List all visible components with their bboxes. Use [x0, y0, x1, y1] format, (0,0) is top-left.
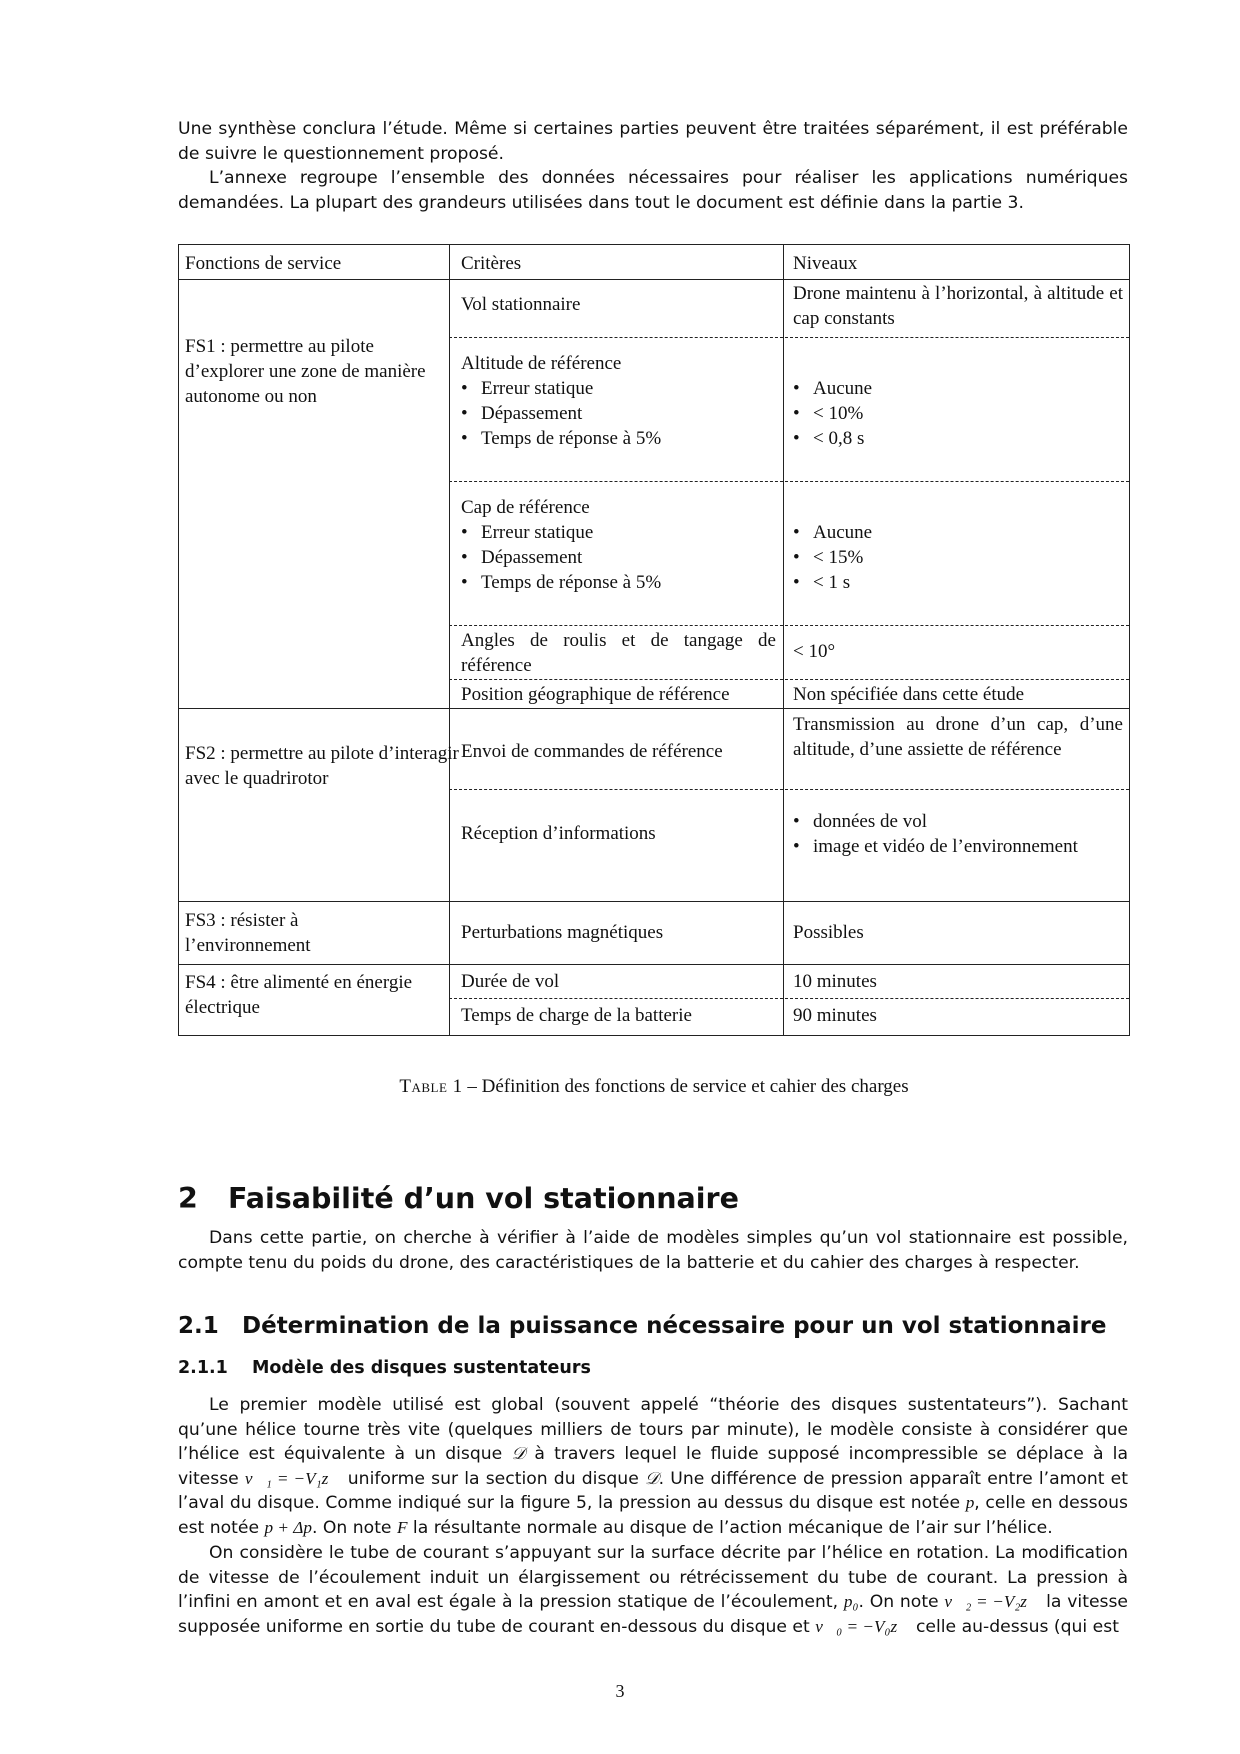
list-item: • Erreur statique	[461, 376, 661, 401]
niveau-reception-list	[793, 809, 1078, 859]
math-disk: 𝒟	[644, 1468, 659, 1488]
list-item: • < 1 s	[793, 570, 872, 595]
table-caption	[178, 1076, 1130, 1098]
list-item: • données de vol	[793, 809, 1078, 834]
section-number: 2	[178, 1182, 198, 1215]
critere-altitude-title: Altitude de référence	[461, 353, 622, 374]
critere-altitude	[461, 351, 661, 451]
header-fonctions: Fonctions de service	[185, 253, 342, 274]
math-F: F	[396, 1517, 408, 1537]
list-item: • Dépassement	[461, 545, 661, 570]
list-item: • image et vidéo de l’environnement	[793, 834, 1078, 859]
specifications-table	[178, 244, 1130, 1036]
paragraph-disk-model: Le premier modèle utilisé est global (souvent appelé “théorie des disques sustentateurs”). Sachant qu’une hélice tourne très vite (quelques milliers de tours par minute), le modèle consiste à considérer que l’hélice est équivalente à un disque 𝒟 à travers lequel le fluide supposé incompressible se déplace à la vitesse v⃗₁ = −V₁z⃗ uniforme sur la section du disque 𝒟. Une différence de pression apparaît entre l’amont et l’aval du disque. Comme indiqué sur la figure 5, la pression au dessus du disque est notée p, celle en dessous est notée p + Δp. On note F la résultante normale au disque de l’action mécanique de l’air sur l’hélice.	[178, 1395, 1129, 1538]
page-number: 3	[615, 1681, 625, 1701]
intro-paragraph-2: L’annexe regroupe l’ensemble des données nécessaires pour réaliser les applications numériques demandées. La plupart des grandeurs utilisées dans tout le document est définie dans la partie 3.	[178, 168, 1128, 213]
math-v0: v⃗₀ = −V₀z⃗	[815, 1616, 911, 1636]
list-item: • Dépassement	[461, 401, 661, 426]
critere-cap-list	[461, 520, 661, 595]
fs1-label: FS1 : permettre au pilote d’explorer une zone de manière autonome ou non	[185, 336, 426, 407]
row-divider	[179, 964, 1129, 965]
niveau-altitude	[793, 376, 872, 451]
critere-duree: Durée de vol	[461, 971, 560, 992]
section-intro-paragraph: Dans cette partie, on cherche à vérifier à l’aide de modèles simples qu’un vol stationnaire est possible, compte tenu du poids du drone, des caractéristiques de la batterie et du cahier des charges à respecter.	[178, 1228, 1128, 1273]
critere-cap-title: Cap de référence	[461, 497, 590, 518]
header-criteres: Critères	[461, 253, 522, 274]
niveau-vol-stationnaire: Drone maintenu à l’horizontal, à altitude et cap constants	[793, 283, 1123, 329]
row-divider	[179, 279, 1129, 280]
subsection-title: Détermination de la puissance nécessaire pour un vol stationnaire	[242, 1313, 1107, 1339]
dashed-divider	[449, 679, 1129, 680]
niveau-perturbations: Possibles	[793, 922, 864, 943]
dashed-divider	[449, 625, 1129, 626]
subsubsection-title: Modèle des disques sustentateurs	[252, 1358, 591, 1378]
row-divider	[179, 708, 1129, 709]
fs2-label: FS2 : permettre au pilote d’interagir avec le quadrirotor	[185, 743, 459, 789]
math-p: p	[965, 1493, 975, 1513]
list-item: • Temps de réponse à 5%	[461, 570, 661, 595]
list-item: • < 0,8 s	[793, 426, 872, 451]
math-v2: v⃗₂ = −V₂z⃗	[944, 1592, 1041, 1612]
niveau-altitude-list	[793, 376, 872, 451]
subsection-heading	[178, 1313, 1107, 1339]
niveau-cap-list	[793, 520, 872, 595]
critere-vol-stationnaire: Vol stationnaire	[461, 294, 581, 315]
critere-charge: Temps de charge de la batterie	[461, 1005, 692, 1026]
list-item: • Aucune	[793, 520, 872, 545]
fs3-label: FS3 : résister à l’environnement	[185, 910, 311, 956]
niveau-cap	[793, 520, 872, 595]
section-heading	[178, 1182, 739, 1215]
critere-reception: Réception d’informations	[461, 823, 656, 844]
list-item: • < 10%	[793, 401, 872, 426]
niveau-reception	[793, 809, 1078, 859]
subsubsection-heading	[178, 1358, 591, 1378]
fs4-label: FS4 : être alimenté en énergie électrique	[185, 972, 413, 1018]
column-divider	[783, 245, 784, 1035]
dashed-divider	[449, 481, 1129, 482]
math-p0: p₀	[843, 1592, 859, 1612]
list-item: • Temps de réponse à 5%	[461, 426, 661, 451]
subsubsection-number: 2.1.1	[178, 1358, 228, 1378]
column-divider	[449, 245, 450, 1035]
subsection-number: 2.1	[178, 1313, 219, 1339]
row-divider	[179, 901, 1129, 902]
caption-text: – Définition des fonctions de service et cahier des charges	[462, 1076, 909, 1097]
caption-label: Table 1	[399, 1076, 463, 1097]
critere-perturbations: Perturbations magnétiques	[461, 922, 664, 943]
niveau-angles: < 10°	[793, 641, 836, 662]
list-item: • < 15%	[793, 545, 872, 570]
header-niveaux: Niveaux	[793, 253, 858, 274]
niveau-charge: 90 minutes	[793, 1005, 877, 1026]
niveau-position: Non spécifiée dans cette étude	[793, 684, 1025, 705]
critere-position: Position géographique de référence	[461, 684, 730, 705]
critere-altitude-list	[461, 376, 661, 451]
intro-paragraph-1: Une synthèse conclura l’étude. Même si certaines parties peuvent être traitées séparément, il est préférable de suivre le questionnement proposé.	[178, 119, 1128, 164]
section-title: Faisabilité d’un vol stationnaire	[228, 1182, 739, 1215]
paragraph-stream-tube: On considère le tube de courant s’appuyant sur la surface décrite par l’hélice en rotation. La modification de vitesse de l’écoulement induit un élargissement ou rétrécissement du tube de courant. La pression à l’infini en amont et en aval est égale à la pression statique de l’écoulement, p₀. On note v⃗₂ = −V₂z⃗ la vitesse supposée uniforme en sortie du tube de courant en-dessous du disque et v⃗₀ = −V₀z⃗ celle au-dessus (qui est	[178, 1543, 1128, 1637]
math-v1: v⃗₁ = −V₁z⃗	[244, 1468, 342, 1488]
list-item: • Erreur statique	[461, 520, 661, 545]
dashed-divider	[449, 998, 1129, 999]
critere-envoi: Envoi de commandes de référence	[461, 741, 723, 762]
list-item: • Aucune	[793, 376, 872, 401]
math-disk: 𝒟	[511, 1444, 526, 1464]
niveau-duree: 10 minutes	[793, 971, 877, 992]
dashed-divider	[449, 337, 1129, 338]
critere-angles: Angles de roulis et de tangage de référence	[461, 630, 776, 676]
niveau-envoi: Transmission au drone d’un cap, d’une altitude, d’une assiette de référence	[793, 714, 1123, 760]
critere-cap	[461, 495, 661, 595]
dashed-divider	[449, 789, 1129, 790]
math-p-dp: p + Δp	[264, 1517, 312, 1537]
